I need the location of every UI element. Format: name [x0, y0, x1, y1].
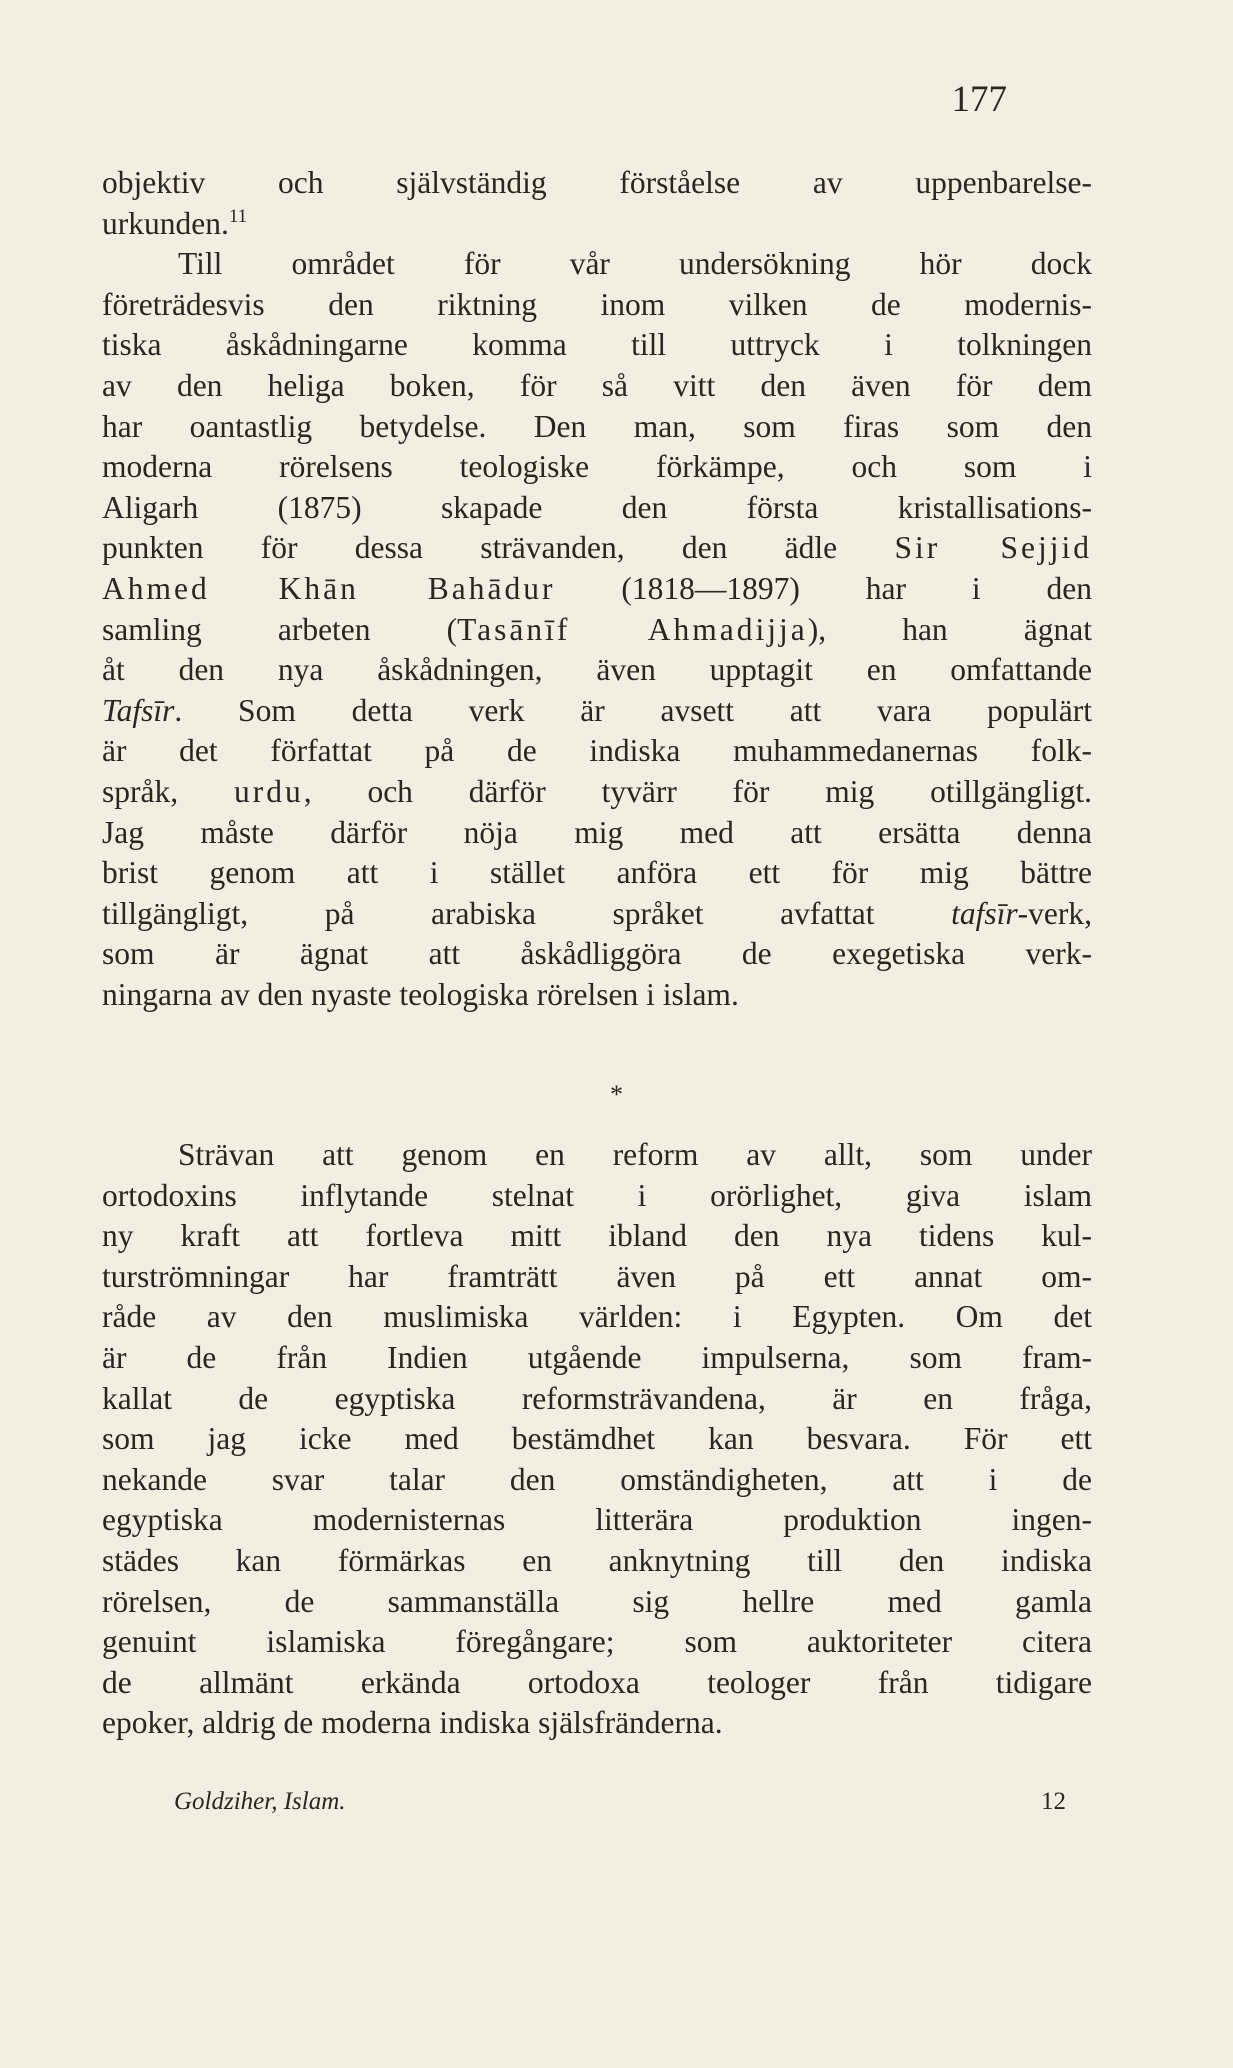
- language-name: urdu: [233, 773, 304, 809]
- text-line: har oantastlig betydelse. Den man, som firas som den: [102, 408, 1092, 444]
- term: tafsīr: [951, 895, 1018, 931]
- text-line: [102, 528, 1092, 569]
- text-line: Jag måste därför nöja mig med att ersätta denna: [102, 814, 1092, 850]
- text-line: är det författat på de indiska muhammedanernas folk-: [102, 733, 1092, 769]
- text-line: ningarna av den nyaste teologiska rörelsen i islam.: [102, 976, 739, 1012]
- text-line: genuint islamiska föregångare; som auktoriteter citera: [102, 1624, 1092, 1660]
- text-line: objektiv och självständig förståelse av uppenbarelse-: [102, 165, 1092, 200]
- text-line: [102, 772, 1092, 813]
- text-line: brist genom att i stället anföra ett för mig bättre: [102, 855, 1092, 891]
- text-fragment: tillgängligt, på arabiska språket avfattat: [102, 895, 952, 931]
- text-fragment: urkunden.: [102, 205, 229, 241]
- text-line: Aligarh (1875) skapade den första kristallisations-: [102, 489, 1092, 525]
- section-separator: *: [610, 1080, 623, 1109]
- text-line: [102, 894, 1092, 935]
- sheet-number: 12: [1041, 1788, 1066, 1815]
- text-line: som jag icke med bestämdhet kan besvara. För ett: [102, 1421, 1092, 1457]
- paragraph-2: [102, 1135, 1092, 1744]
- text-line: [102, 691, 1092, 732]
- person-name: Ahmed Khān Bahādur: [102, 570, 556, 606]
- work-title: Tafsīr: [102, 692, 175, 728]
- text-line: kallat de egyptiska reformsträvandena, är en fråga,: [102, 1380, 1092, 1416]
- text-fragment: -verk,: [1017, 895, 1092, 931]
- page-number: 177: [951, 79, 1007, 120]
- text-line: rörelsen, de sammanställa sig hellre med gamla: [102, 1583, 1092, 1619]
- text-fragment: punkten för dessa strävanden, den ädle: [102, 530, 895, 566]
- text-fragment: ), han ägnat: [807, 611, 1093, 647]
- text-line: åt den nya åskådningen, även upptagit en omfattande: [102, 652, 1092, 688]
- text-line: råde av den muslimiska världen: i Egypten. Om det: [102, 1299, 1092, 1335]
- text-line: Till området för vår undersökning hör dock: [178, 246, 1092, 282]
- text-line: ny kraft att fortleva mitt ibland den nya tidens kul-: [102, 1218, 1092, 1254]
- text-fragment: , och därför tyvärr för mig otillgängligt.: [303, 773, 1092, 809]
- text-line: [102, 610, 1092, 651]
- person-name: Sir Sejjid: [894, 530, 1092, 566]
- text-line: är de från Indien utgående impulserna, som fram-: [102, 1339, 1092, 1375]
- text-fragment: språk,: [102, 773, 234, 809]
- signature-mark: Goldziher, Islam.: [174, 1788, 346, 1815]
- work-title: Tasānīf Ahmadijja: [457, 611, 808, 647]
- text-fragment: (1818—1897) har i den: [555, 570, 1092, 606]
- text-line: som är ägnat att åskådliggöra de exegetiska verk-: [102, 936, 1092, 972]
- text-line: nekande svar talar den omständigheten, att i de: [102, 1461, 1092, 1497]
- text-line: epoker, aldrig de moderna indiska själsfränderna.: [102, 1705, 723, 1741]
- text-line: ortodoxins inflytande stelnat i orörlighet, giva islam: [102, 1177, 1092, 1213]
- text-fragment: samling arbeten (: [102, 611, 458, 647]
- text-line: av den heliga boken, för så vitt den även för dem: [102, 367, 1092, 403]
- text-line: [102, 569, 1092, 610]
- text-line: egyptiska modernisternas litterära produktion ingen-: [102, 1502, 1092, 1538]
- text-line: Strävan att genom en reform av allt, som under: [178, 1137, 1092, 1172]
- text-line: tiska åskådningarne komma till uttryck i tolkningen: [102, 327, 1092, 363]
- text-line: de allmänt erkända ortodoxa teologer från tidigare: [102, 1664, 1092, 1700]
- paragraph-1: [102, 163, 1092, 1015]
- text-line: företrädesvis den riktning inom vilken de modernis-: [102, 286, 1092, 322]
- footnote-reference[interactable]: 11: [228, 205, 248, 227]
- text-line: turströmningar har framträtt även på ett annat om-: [102, 1258, 1092, 1294]
- text-fragment: . Som detta verk är avsett att vara populärt: [174, 692, 1092, 728]
- text-line: moderna rörelsens teologiske förkämpe, och som i: [102, 449, 1092, 485]
- text-line: [102, 204, 1092, 245]
- text-line: städes kan förmärkas en anknytning till den indiska: [102, 1542, 1092, 1578]
